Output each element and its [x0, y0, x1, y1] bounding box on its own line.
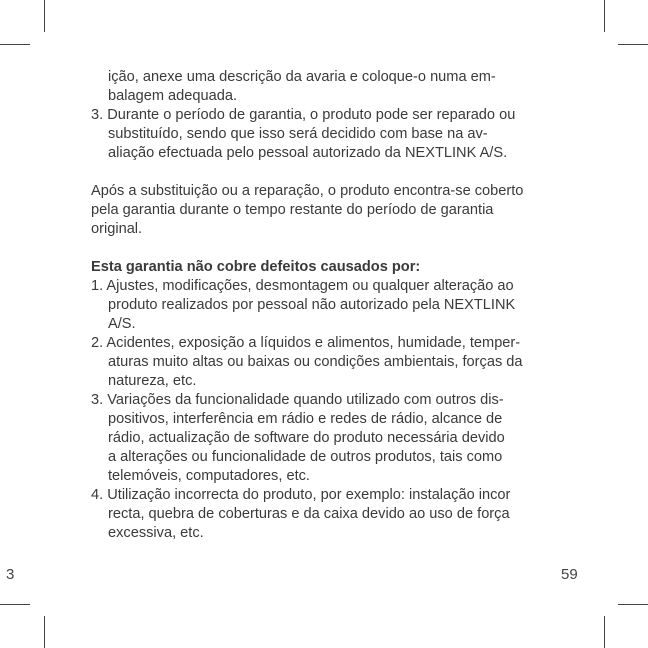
list-item-line: telemóveis, computadores, etc.	[108, 468, 310, 484]
page-number-left: 3	[6, 566, 15, 583]
crop-mark	[618, 604, 648, 605]
text-line: substituído, sendo que isso será decidido com base na av-	[108, 126, 488, 142]
list-item-line: produto realizados por pessoal não autorizado pela NEXTLINK	[108, 297, 516, 313]
list-item: 2. Acidentes, exposição a líquidos e alimentos, humidade, temper-	[91, 335, 521, 351]
list-item-line: A/S.	[108, 316, 136, 332]
paragraph-line: original.	[91, 221, 143, 237]
list-item-line: recta, quebra de coberturas e da caixa devido ao uso de força	[108, 506, 510, 522]
paragraph-line: pela garantia durante o tempo restante do período de garantia	[91, 202, 494, 218]
list-item: 4. Utilização incorrecta do produto, por exemplo: instalação incor	[91, 487, 511, 503]
crop-mark	[0, 604, 30, 605]
page-number-right: 59	[561, 566, 578, 583]
crop-mark	[604, 0, 605, 32]
crop-mark	[44, 616, 45, 648]
list-item: 1. Ajustes, modificações, desmontagem ou qualquer alteração ao	[91, 278, 514, 294]
text-line: balagem adequada.	[108, 88, 238, 104]
paragraph-line: Após a substituição ou a reparação, o produto encontra-se coberto	[91, 183, 524, 199]
crop-mark	[618, 44, 648, 45]
page-body	[91, 68, 569, 543]
crop-mark	[604, 616, 605, 648]
crop-mark	[44, 0, 45, 32]
list-item-line: a alterações ou funcionalidade de outros produtos, tais como	[108, 449, 503, 465]
text-line: ição, anexe uma descrição da avaria e coloque-o numa em-	[108, 69, 496, 85]
list-item-line: rádio, actualização de software do produto necessária devido	[108, 430, 505, 446]
section-heading: Esta garantia não cobre defeitos causados por:	[91, 259, 421, 275]
text-line: aliação efectuada pelo pessoal autorizado da NEXTLINK A/S.	[108, 145, 508, 161]
text-line: 3. Durante o período de garantia, o produto pode ser reparado ou	[91, 107, 516, 123]
list-item-line: positivos, interferência em rádio e redes de rádio, alcance de	[108, 411, 503, 427]
crop-mark	[0, 44, 30, 45]
list-item-line: aturas muito altas ou baixas ou condições ambientais, forças da	[108, 354, 523, 370]
list-item-line: natureza, etc.	[108, 373, 197, 389]
list-item-line: excessiva, etc.	[108, 525, 204, 541]
list-item: 3. Variações da funcionalidade quando utilizado com outros dis-	[91, 392, 504, 408]
